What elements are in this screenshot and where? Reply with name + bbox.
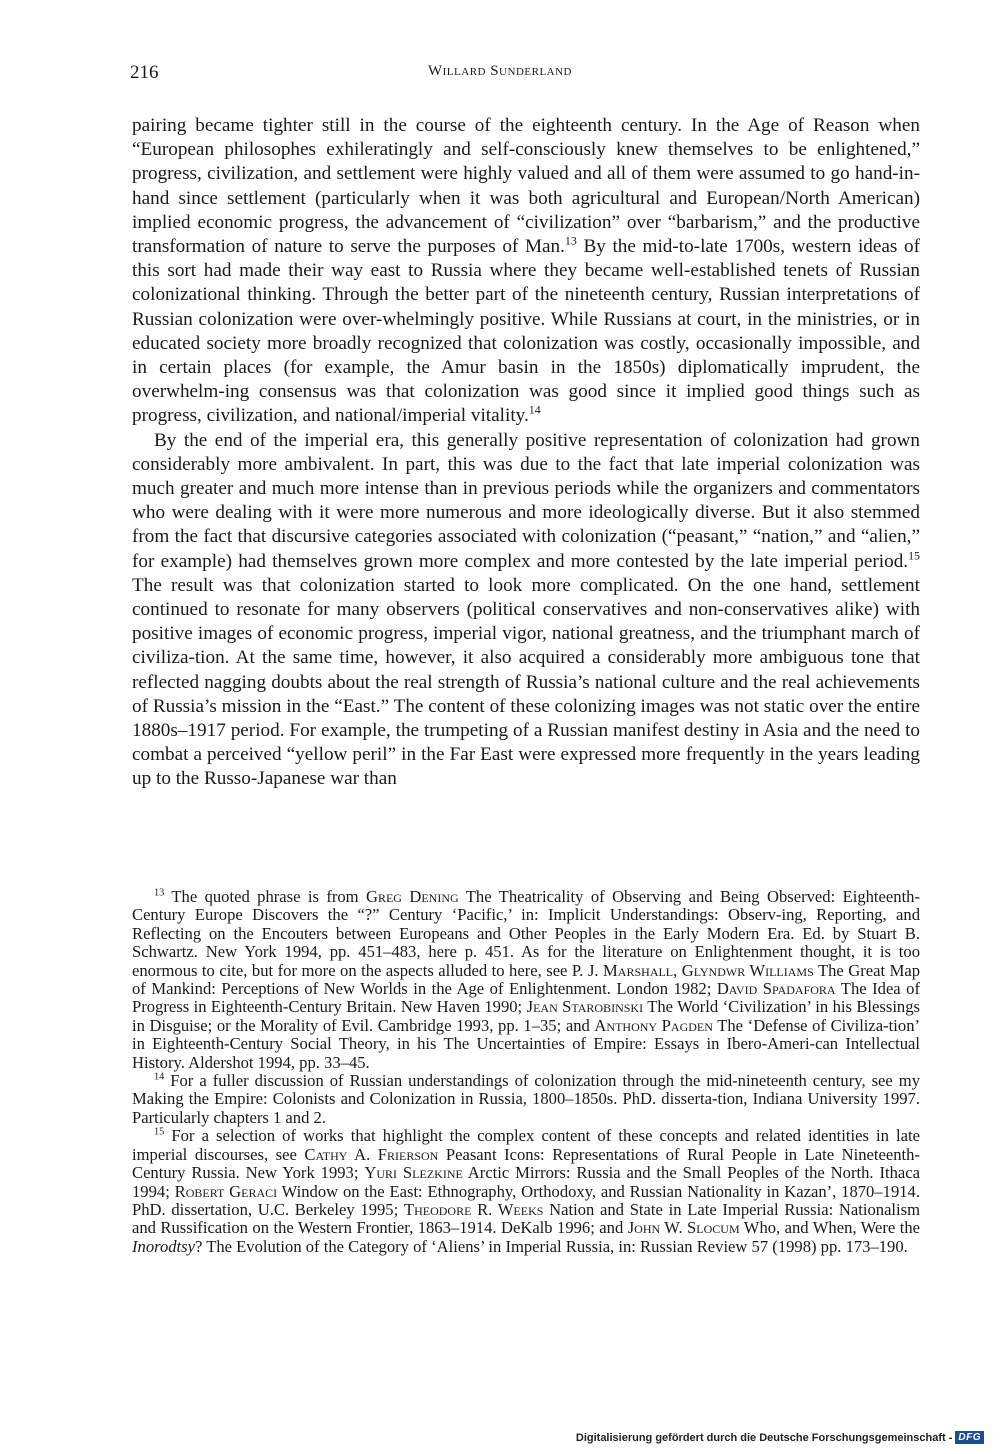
footnote-text: The ‘Defense of Civiliza-tion’ in Eighteenth-Century Social Theory, in his The Uncertainties of Empire: Essays in Ibero-Ameri-can Intellectual History. Aldershot 1994, pp. 33–45.	[132, 1015, 921, 1072]
author-name: Anthony Pagden	[594, 1015, 713, 1035]
footnote-ref[interactable]: 13	[564, 233, 577, 248]
author-name: Greg Dening	[365, 887, 459, 906]
page-number: 216	[130, 62, 159, 83]
paragraph	[132, 114, 920, 429]
footnote-13	[132, 888, 920, 1072]
footnote-text: The Idea of Progress in Eighteenth-Century Britain. New Haven 1990;	[132, 979, 921, 1017]
footnote-number: 13	[154, 887, 165, 899]
paragraph-text: By the mid-to-late 1700s, western ideas of this sort had made their way east to Russia where they became well-established tenets of Russian colonizational thinking. Through the better part of the nineteenth century, Russian interpretations of Russian colonization were over-whelmingly positive. While Russians at court, in the ministries, or in educated society more broadly recognized that colonization was costly, occasionally impossible, and in certain places (for example, the Amur basin in the 1850s) diplomatically imprudent, the overwhelm-ing consensus was that colonization was good since it implied good things such as progress, civilization, and national/imperial vitality.	[132, 236, 920, 427]
author-name: Yuri Slezkine	[364, 1163, 463, 1183]
footnote-15	[132, 1127, 920, 1256]
footnote-text: For a fuller discussion of Russian understandings of colonization through the mid-nineteenth century, see my Making the Empire: Colonists and Colonization in Russia, 1800–1850s. PhD. disserta-tion, Indiana University 1997. Particularly chapters 1 and 2.	[132, 1071, 920, 1127]
author-name: Theodore R. Weeks	[403, 1199, 544, 1219]
author-name: John W. Slocum	[627, 1218, 740, 1238]
paragraph-text: By the end of the imperial era, this generally positive representation of colonization had grown considerably more ambivalent. In part, this was due to the fact that late imperial colonization was much greater and much more intense than in previous periods while the organizers and commentators who were dealing with it were more numerous and more ideologically diverse. But it also stemmed from the fact that discursive categories associated with colonization (“peasant,” “nation,” and “alien,” for example) had themselves grown more complex and more contested by the late imperial period.	[132, 429, 920, 572]
digitization-footer	[576, 1431, 984, 1444]
footnote-text: The Great Map of Mankind: Perceptions of New Worlds in the Age of Enlightenment. London 1982;	[132, 960, 920, 999]
footer-text: Digitalisierung gefördert durch die Deutsche Forschungsgemeinschaft -	[575, 1431, 953, 1444]
footnote-text: Peasant Icons: Representations of Rural People in Late Nineteenth-Century Russia. New York 1993;	[132, 1144, 920, 1183]
footnote-number: 14	[154, 1071, 165, 1083]
footnote-text: The quoted phrase is from	[164, 887, 366, 906]
footnote-text: Who, and When, Were the	[739, 1218, 920, 1238]
footnote-text: For a selection of works that highlight the complex content of these concepts and related identities in late imperial discourses, see	[132, 1126, 920, 1164]
main-text	[132, 114, 920, 792]
footnote-text: The World ‘Civilization’ in his Blessings in Disguise; or the Morality of Evil. Cambridge 1993, pp. 1–35; and	[132, 997, 920, 1035]
footnotes	[132, 888, 920, 1256]
paragraph-text: pairing became tighter still in the course of the eighteenth century. In the Age of Reason when “European philosophes exhileratingly and self-consciously knew themselves to be enlightened,” progress, civilization, and settlement were highly valued and all of them were assumed to go hand-in-hand since settlement (particularly when it was both agricultural and European/North American) implied economic progress, the advancement of “civilization” over “barbarism,” and the productive transformation of nature to serve the purposes of Man.	[132, 115, 920, 258]
author-name: P. J. Marshall, Glyndwr Williams	[571, 960, 814, 980]
footnote-text: ? The Evolution of the Category of ‘Aliens’ in Imperial Russia, in: Russian Review 57 (1998) pp. 173–190.	[195, 1236, 908, 1256]
footnote-ref[interactable]: 15	[908, 548, 920, 563]
footnote-number: 15	[154, 1126, 165, 1138]
author-name: David Spadafora	[716, 979, 836, 999]
footnote-14	[132, 1072, 920, 1127]
dfg-logo-icon: DFG	[955, 1431, 984, 1444]
italic-term: Inorodtsy	[132, 1236, 195, 1256]
footnote-text: Window on the East: Ethnography, Orthodoxy, and Russian Nationality in Kazan’, 1870–1914. PhD. dissertation, U.C. Berkeley 1995;	[132, 1181, 920, 1219]
author-name: Jean Starobinski	[526, 997, 644, 1017]
footnote-ref[interactable]: 14	[528, 403, 541, 418]
author-name: Robert Geraci	[174, 1181, 278, 1201]
footnote-text: Nation and State in Late Imperial Russia: Nationalism and Russification on the Western Frontier, 1863–1914. DeKalb 1996; and	[132, 1199, 921, 1238]
footnote-text: The Theatricality of Observing and Being Observed: Eighteenth-Century Europe Discovers the “?” Century ‘Pacific,’ in: Implicit Understandings: Observ-ing, Reporting, and Reflecting on the Encouters between Europeans and Other Peoples in the Early Modern Era. Ed. by Stuart B. Schwartz. New York 1994, pp. 451–483, here p. 451. As for the literature on Enlightenment thought, it is too enormous to cite, but for more on the aspects alluded to here, see	[132, 887, 921, 980]
author-name: Cathy A. Frierson	[304, 1144, 439, 1164]
paragraph	[132, 429, 920, 792]
footnote-text: Arctic Mirrors: Russia and the Small Peoples of the North. Ithaca 1994;	[132, 1163, 920, 1201]
paragraph-text: The result was that colonization started to look more complicated. On the one hand, settlement continued to resonate for many observers (political conservatives and non-conservatives alike) with positive images of economic progress, imperial vigor, national greatness, and the triumphant march of civiliza-tion. At the same time, however, it also acquired a considerably more ambiguous tone that reflected nagging doubts about the real strength of Russia’s national culture and the real achievements of Russia’s mission in the “East.” The content of these colonizing images was not static over the entire 1880s–1917 period. For example, the trumpeting of a Russian manifest destiny in Asia and the need to combat a perceived “yellow peril” in the Far East were expressed more frequently in the years leading up to the Russo-Japanese war than	[132, 574, 920, 790]
running-head: Willard Sunderland	[427, 63, 572, 79]
